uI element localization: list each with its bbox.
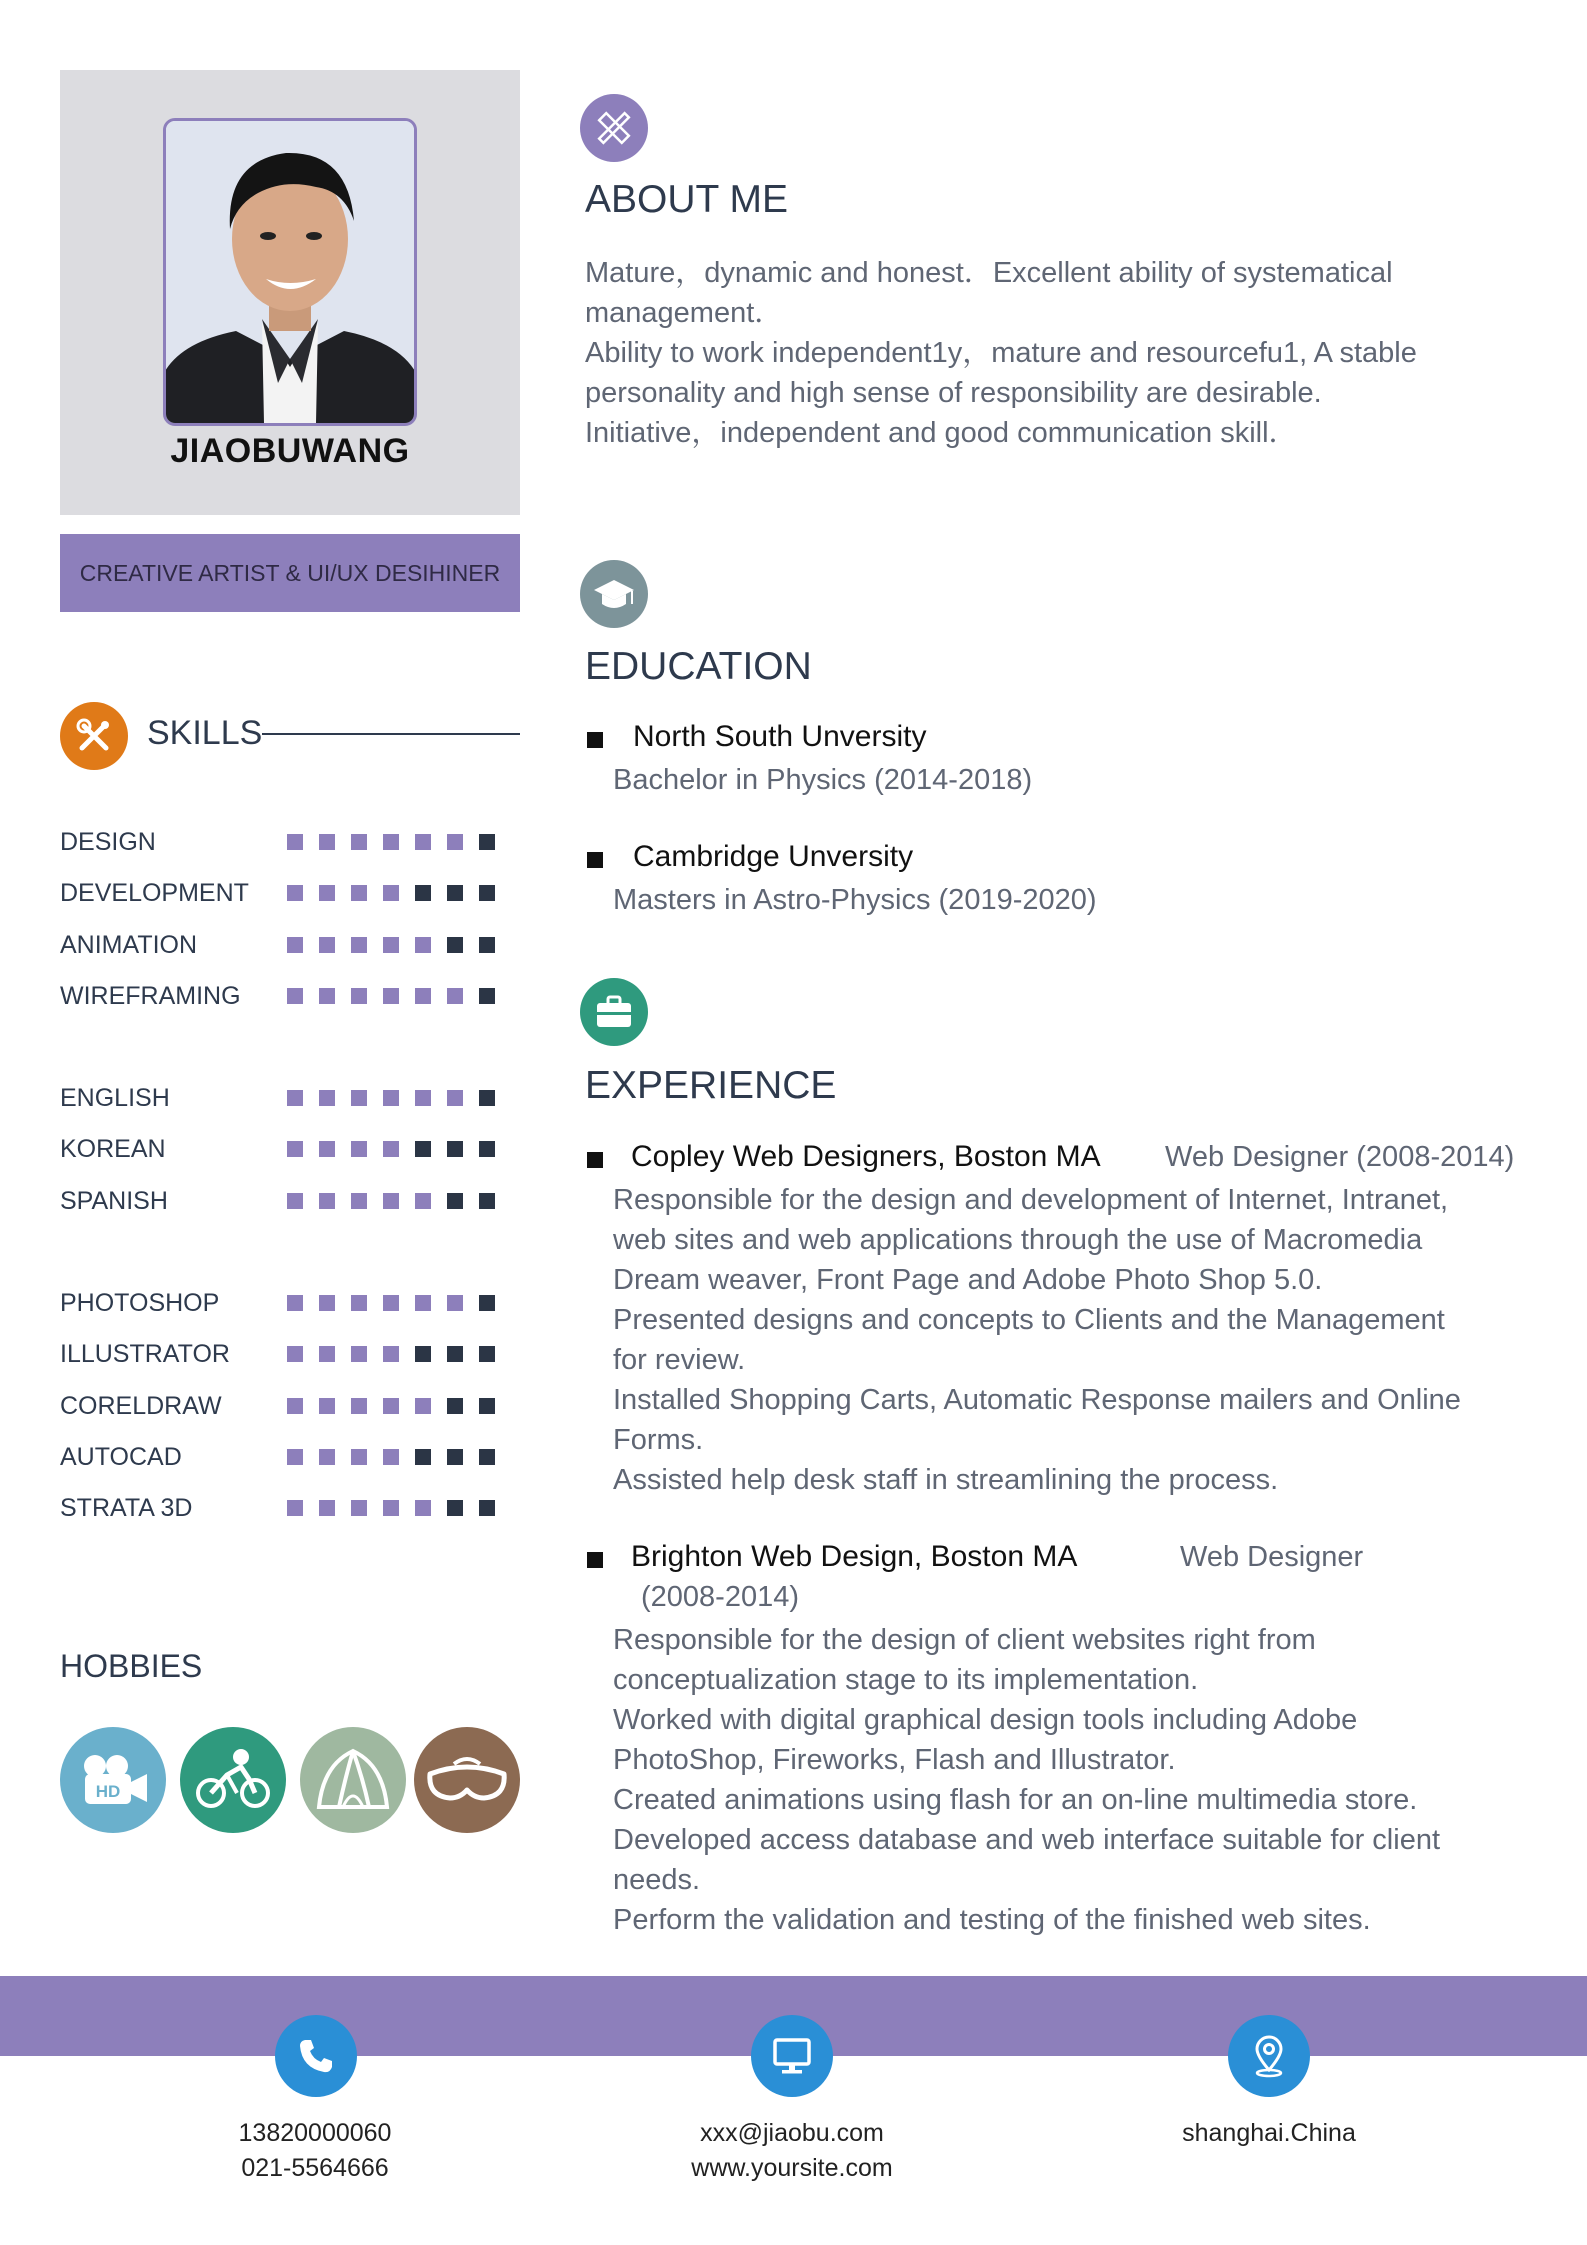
hobbies-heading: HOBBIES — [60, 1648, 203, 1684]
skill-dot-filled — [319, 885, 335, 901]
skill-dot-filled — [383, 937, 399, 953]
skill-rating — [287, 1346, 495, 1362]
skill-rating — [287, 1141, 495, 1157]
about-text — [585, 253, 1417, 453]
job-line: conceptualization stage to its implementation. — [613, 1664, 1199, 1696]
job-description — [613, 1180, 1461, 1500]
profile-photo-panel — [60, 70, 520, 515]
skill-dot-filled — [319, 988, 335, 1004]
job-line: Responsible for the design of client websites right from — [613, 1624, 1316, 1656]
education-degree: Bachelor in Physics (2014-2018) — [613, 764, 1033, 796]
skill-dot-filled — [319, 1295, 335, 1311]
job-line: Created animations using flash for an on-line multimedia store. — [613, 1784, 1418, 1816]
skill-dot-filled — [415, 1090, 431, 1106]
skills-heading: SKILLS — [147, 714, 263, 752]
skill-dot-empty — [479, 1295, 495, 1311]
skill-dot-empty — [479, 988, 495, 1004]
skill-dot-empty — [479, 1346, 495, 1362]
skill-dot-filled — [383, 1449, 399, 1465]
skill-dot-filled — [287, 1500, 303, 1516]
skill-dot-filled — [287, 988, 303, 1004]
skill-dot-filled — [383, 1295, 399, 1311]
skill-dot-filled — [383, 834, 399, 850]
skill-label: ILLUSTRATOR — [60, 1340, 230, 1369]
skill-dot-filled — [287, 885, 303, 901]
skill-dot-filled — [287, 1141, 303, 1157]
skill-dot-filled — [287, 1346, 303, 1362]
skill-dot-empty — [479, 1449, 495, 1465]
skill-dot-filled — [351, 1090, 367, 1106]
skill-dot-empty — [447, 885, 463, 901]
skill-dot-filled — [415, 834, 431, 850]
monitor-icon[interactable] — [751, 2015, 833, 2097]
location-contact — [1089, 2116, 1449, 2151]
location-pin-icon[interactable] — [1228, 2015, 1310, 2097]
skill-rating — [287, 1090, 495, 1106]
skill-dot-filled — [351, 1193, 367, 1209]
skill-dot-empty — [415, 1449, 431, 1465]
education-heading: EDUCATION — [585, 645, 812, 688]
skill-dot-filled — [319, 1398, 335, 1414]
skill-rating — [287, 1398, 495, 1414]
job-role: Web Designer (2008-2014) — [1165, 1141, 1515, 1173]
skill-dot-filled — [319, 1449, 335, 1465]
skill-dot-filled — [447, 834, 463, 850]
skill-dot-filled — [383, 885, 399, 901]
skill-label: DESIGN — [60, 828, 156, 856]
skill-dot-filled — [319, 1193, 335, 1209]
skill-dot-filled — [415, 1295, 431, 1311]
job-line: Forms. — [613, 1424, 704, 1456]
skill-dot-filled — [383, 1193, 399, 1209]
bullet-icon — [587, 732, 603, 748]
email-address: xxx@jiaobu.com — [700, 2119, 884, 2147]
job-line: web sites and web applications through the use of Macromedia — [613, 1224, 1423, 1256]
skills-divider — [262, 733, 520, 735]
skill-dot-filled — [287, 1398, 303, 1414]
about-line: Mature，dynamic and honest．Excellent ability of systematical — [585, 257, 1393, 289]
skill-dot-empty — [479, 1141, 495, 1157]
job-line: Dream weaver, Front Page and Adobe Photo Shop 5.0. — [613, 1264, 1323, 1296]
skill-dot-filled — [415, 937, 431, 953]
job-line: Assisted help desk staff in streamlining the process. — [613, 1464, 1279, 1496]
skill-label: PHOTOSHOP — [60, 1289, 220, 1317]
phone-number: 13820000060 — [238, 2119, 392, 2147]
skill-dot-filled — [319, 834, 335, 850]
skill-dot-filled — [351, 1346, 367, 1362]
about-heading: ABOUT ME — [585, 178, 788, 221]
skill-label: WIREFRAMING — [60, 981, 241, 1010]
skill-label: AUTOCAD — [60, 1442, 182, 1471]
website-address: www.yoursite.com — [691, 2154, 893, 2182]
skill-dot-empty — [479, 885, 495, 901]
job-line: Installed Shopping Carts, Automatic Response mailers and Online — [613, 1384, 1461, 1416]
skill-dot-filled — [287, 1295, 303, 1311]
skill-dot-empty — [479, 834, 495, 850]
skill-label: CORELDRAW — [60, 1391, 222, 1420]
education-school: Cambridge Unversity — [633, 840, 914, 873]
skill-dot-filled — [319, 1090, 335, 1106]
skill-rating — [287, 937, 495, 953]
skill-dot-empty — [479, 937, 495, 953]
education-degree: Masters in Astro-Physics (2019-2020) — [613, 884, 1097, 916]
job-company: Copley Web Designers, Boston MA — [631, 1140, 1101, 1173]
skill-dot-filled — [287, 937, 303, 953]
skill-dot-filled — [415, 988, 431, 1004]
skill-dot-filled — [383, 1090, 399, 1106]
skill-dot-empty — [447, 1500, 463, 1516]
skill-dot-filled — [447, 1090, 463, 1106]
bullet-icon — [587, 1552, 603, 1568]
skill-dot-filled — [415, 1398, 431, 1414]
skill-rating — [287, 885, 495, 901]
about-line: management． — [585, 297, 784, 329]
about-line: Ability to work independent1y，mature and resourcefu1, A stable — [585, 337, 1417, 369]
job-description — [613, 1620, 1440, 1940]
cycling-icon — [180, 1727, 286, 1833]
profile-photo — [163, 118, 417, 426]
location-text: shanghai.China — [1182, 2119, 1356, 2147]
skill-label: ENGLISH — [60, 1084, 170, 1112]
skill-dot-empty — [479, 1090, 495, 1106]
experience-heading: EXPERIENCE — [585, 1064, 837, 1107]
skill-dot-filled — [287, 1090, 303, 1106]
skill-dot-empty — [479, 1193, 495, 1209]
skill-rating — [287, 1193, 495, 1209]
briefcase-icon — [580, 978, 648, 1046]
skill-dot-filled — [351, 1295, 367, 1311]
skill-dot-filled — [383, 1141, 399, 1157]
job-line: Responsible for the design and development of Internet, Intranet, — [613, 1184, 1449, 1216]
web-contact — [612, 2116, 972, 2186]
job-line: PhotoShop, Fireworks, Flash and Illustrator. — [613, 1744, 1176, 1776]
skill-dot-filled — [351, 1141, 367, 1157]
skill-rating — [287, 834, 495, 850]
portrait-image — [166, 121, 414, 423]
skill-dot-empty — [447, 1346, 463, 1362]
bullet-icon — [587, 852, 603, 868]
job-line: for review. — [613, 1344, 746, 1376]
skill-dot-empty — [447, 937, 463, 953]
job-company: Brighton Web Design, Boston MA — [631, 1540, 1078, 1573]
skill-dot-filled — [383, 1500, 399, 1516]
about-line: Initiative，independent and good communication skill． — [585, 417, 1298, 449]
skill-label: STRATA 3D — [60, 1494, 193, 1523]
job-line: Perform the validation and testing of the finished web sites. — [613, 1904, 1371, 1936]
skill-dot-empty — [447, 1449, 463, 1465]
skill-dot-empty — [415, 1346, 431, 1362]
skill-dot-empty — [479, 1500, 495, 1516]
skill-dot-filled — [319, 1500, 335, 1516]
skill-dot-empty — [415, 1141, 431, 1157]
hobby-video-badge: HD — [95, 1782, 121, 1801]
skill-dot-filled — [415, 1193, 431, 1209]
skill-dot-empty — [479, 1398, 495, 1414]
skill-dot-empty — [447, 1398, 463, 1414]
skill-rating — [287, 1449, 495, 1465]
skill-dot-filled — [383, 1346, 399, 1362]
skill-dot-empty — [447, 1141, 463, 1157]
tent-icon — [300, 1727, 406, 1833]
job-line: needs. — [613, 1864, 701, 1896]
skill-rating — [287, 1295, 495, 1311]
skill-dot-filled — [383, 988, 399, 1004]
skill-dot-filled — [319, 937, 335, 953]
job-years: (2008-2014) — [641, 1581, 799, 1613]
skill-dot-filled — [319, 1141, 335, 1157]
skill-dot-filled — [351, 988, 367, 1004]
job-line: Developed access database and web interface suitable for client — [613, 1824, 1441, 1856]
skill-dot-filled — [351, 1449, 367, 1465]
goggles-icon — [414, 1727, 520, 1833]
skill-dot-filled — [287, 1449, 303, 1465]
job-line: Presented designs and concepts to Clients and the Management — [613, 1304, 1445, 1336]
skill-rating — [287, 1500, 495, 1516]
skill-label: SPANISH — [60, 1186, 168, 1215]
pencil-ruler-icon — [580, 94, 648, 162]
skill-dot-filled — [287, 834, 303, 850]
video-camera-icon — [60, 1727, 166, 1833]
skill-label: DEVELOPMENT — [60, 879, 249, 908]
tools-icon — [60, 702, 128, 770]
skill-label: KOREAN — [60, 1135, 166, 1164]
skill-rating — [287, 988, 495, 1004]
graduation-cap-icon — [580, 560, 648, 628]
education-school: North South Unversity — [633, 720, 927, 753]
skill-dot-filled — [351, 885, 367, 901]
skill-dot-empty — [415, 885, 431, 901]
skill-dot-filled — [447, 988, 463, 1004]
profile-title-bar: CREATIVE ARTIST & UI/UX DESIHINER — [60, 534, 520, 612]
phone-number: 021-5564666 — [241, 2154, 389, 2182]
profile-name: JIAOBUWANG — [170, 432, 410, 470]
job-role: Web Designer — [1180, 1541, 1364, 1573]
skill-label: ANIMATION — [60, 930, 198, 959]
skill-dot-filled — [383, 1398, 399, 1414]
skill-dot-filled — [319, 1346, 335, 1362]
skill-dot-filled — [351, 937, 367, 953]
phone-icon[interactable] — [275, 2015, 357, 2097]
skill-dot-filled — [287, 1193, 303, 1209]
about-line: personality and high sense of responsibility are desirable. — [585, 377, 1322, 409]
skill-dot-empty — [447, 1193, 463, 1209]
job-line: Worked with digital graphical design tools including Adobe — [613, 1704, 1358, 1736]
bullet-icon — [587, 1152, 603, 1168]
skill-dot-filled — [351, 1500, 367, 1516]
phone-contact — [135, 2116, 495, 2186]
skill-dot-filled — [351, 1398, 367, 1414]
skill-dot-filled — [351, 834, 367, 850]
skill-dot-filled — [447, 1295, 463, 1311]
skill-dot-filled — [415, 1500, 431, 1516]
